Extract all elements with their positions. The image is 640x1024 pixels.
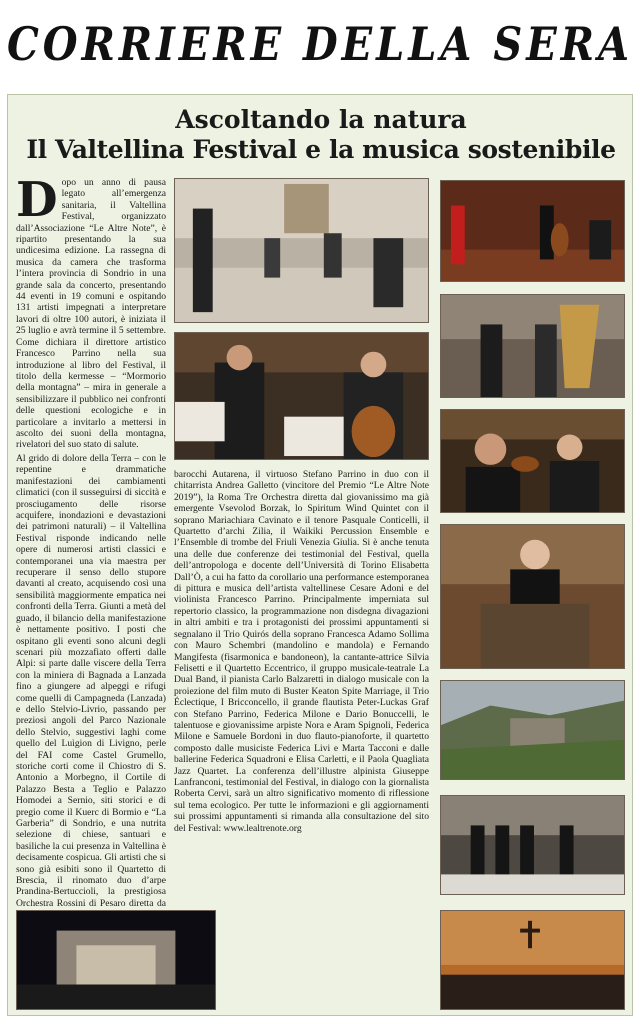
column-2-text: barocchi Autarena, il virtuoso Stefano Parrino in duo con il chitarrista Andrea Galletto (vincitore del Premio “Le Altre Note 2019”), la Roma Tre Orchestra diretta dal giovanissimo ma già emergente Vsevolod Borzak, lo Spiritum Wind Quintet con il soprano Mariachiara Cavinato e il tenore Pasquale Conticelli, il Quartetto d’archi Zilia, il Waikiki Percussion Ensemble e l’Ensemble di trombe del Friuli Venezia Giulia. Si è anche tenuta una delle due conferenze dei testimonial del Festival, quella dell’antropologa e docente dell’Università di Torino Elisabetta Dall’Ò, a cui ha fatto da corollario una performance estemporanea di pittura e musica dell’artista valtellinese Cesare Adoni e del violinista Francesco Parrino. Principalmente imperniata sul repertorio classico, la programmazione non disdegna divagazioni in altri ambiti e tra i protagonisti dei prossimi appuntamenti si segnalano il Trio Quirós della soprano Francesca Adamo Sollima con Mauro Schembri (mandolino e mandola) e Fernando Mangifesta (fisarmonica e bandoneon), la cantante-attrice Silvia Felisetti e il Quartetto Eccentrico, il gruppo musicale-teatrale La Dual Band, il pianista Carlo Balzaretti in dialogo musicale con la proiezione del film muto di Buster Keaton Spite Marriage, il Trio Éclectique, I Bricconcello, il grande flautista Peter-Luckas Graf con Stefano Parrino, Federica Milone e Dario Bonuccelli, le talentuose e giovanissime arpiste Nora e Aram Spignoli, Federica Milone e Samuele Bordoni in duo flauto-pianoforte, il quartetto composto dalle musiciste Federica Livi e Marta Tacconi e dalle ballerine Federica Squadroni e Elisa Carletti, e il Paola Quagliata Jazz Quartet. La conferenza dell’illustre alpinista Giuseppe Lanfranconi, testimonial del Festival, in dialogo con la giornalista Roberta Cervi, sarà un altro significativo momento di riflessione sul tema ecologico. Per tutte le informazioni e gli aggiornamenti sui prossimi appuntamenti si rimanda alla consultazione del sito del Festival: www.lealtrenote.org [174,469,429,834]
church-orchestra-photo [440,910,625,1010]
masthead [0,0,640,88]
violin-cello-duo-photo [174,332,429,460]
masthead-title: CORRIERE DELLA SERA [6,16,634,72]
article-column-1 [16,172,166,451]
stage-ensemble-photo [440,180,625,282]
castle-courtyard-night-photo [16,910,216,1010]
column-1-text: opo un anno di pausa legato all’emergenza sanitaria, il Valtellina Festival, organizzato dall’Associazione “Le Altre Note”, è ripartito presentando la sua undicesima edizione. La rassegna di musica da camera che trasforma l’intera provincia di Sondrio in una grande sala da concerto, presentando 44 eventi in 19 comuni e ospitando 131 artisti impegnati a interpretare lavori di oltre 100 autori, è iniziata il 25 luglio e avrà termine il 5 settembre. Come dichiara il direttore artistico Francesco Parrino nella sua introduzione al libro del Festival, il titolo della kermesse – “Mormorio della montagna” – mira in generale a sensibilizzare il pubblico nei confronti delle questioni ecologiche e in particolare a invitarlo a mettersi in ascolto dei suoni della montagna, rivelatori del suo stato di salute. [16,177,166,451]
harp-duo-photo [440,294,625,398]
article-column-2 [174,469,429,834]
speaker-photo [440,524,625,669]
violinists-photo [440,409,625,513]
column-1b-text: Al grido di dolore della Terra – con le repentine e drammatiche manifestazioni dei cambiamenti climatici (con il susseguirsi di siccità e prosciugamento delle risorse acquifere, inondazioni e devastazioni dei patrimoni naturali) – il Valtellina Festival risponde indicando nelle opere di numerosi artisti classici e contemporanei una via maestra per recuperare il senso dello stupore davanti al creato, acquisendo così una sensibilità maggiormente empatica nei confronti della Terra. Giunti a metà del guado, il bilancio della manifestazione è nettamente positivo. I posti che ospitano gli eventi sono alcuni degli scenari più mozzafiato offerti dalle Alpi: si parte dalle viscere della Terra con la miniera di Bagnada a Lanzada fino a giungere ad alpeggi e rifugi come quelli di Campagneda (Lanzada) e dello Stelvio-Livrio, passando per preziosi angoli del Parco Nazionale dello Stelvio, suggestivi laghi come quello del Luìgion di Livigno, perle del FAI come Castel Grumello, storiche corti come il Chiostro di S. Antonio a Morbegno, il Cortile di Palazzo Besta a Teglio e Palazzo Homodei a Sernio, siti storici e di pregio come il Kuerc di Bormio e “La Garberia” di Sondrio, e una nutrita selezione di chiese, santuari e basiliche la cui presenza in Valtellina è decisamente cospicua. Gli artisti che si sono già esibiti sono il Quartetto di Brescia, il rinomato duo d’arpe Prandina-Bertuccioli, la prestigiosa Orchestra Rossini di Pesaro diretta da [16,453,166,909]
headline-line-2: Il Valtellina Festival e la musica sostenibile [26,135,616,164]
article-column-1b [16,453,166,978]
church-concert-photo [174,178,429,323]
article-panel [7,94,633,1016]
cave-concert-photo [440,795,625,895]
mountain-castle-photo [440,680,625,780]
headline-line-1: Ascoltando la natura [175,105,467,134]
drop-cap: D [16,172,58,228]
